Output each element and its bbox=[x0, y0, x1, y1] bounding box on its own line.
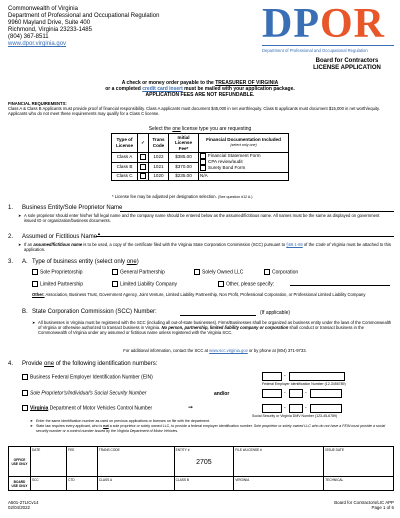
business-name-field[interactable] bbox=[120, 211, 394, 212]
office-class-b: CLASS B bbox=[174, 477, 234, 491]
fein-hint: Federal Employer Identification Number (12-3456789) bbox=[262, 382, 346, 386]
office-technical: TECHNICAL bbox=[324, 477, 394, 491]
q3a-label-b: one bbox=[126, 259, 137, 265]
dash: - bbox=[305, 405, 307, 411]
office-file-license: FILE #/LICENSE # bbox=[234, 447, 324, 477]
page-number: Page 1 of 6 bbox=[371, 505, 394, 510]
footer-left bbox=[8, 500, 39, 510]
office-ctd: CTD bbox=[67, 477, 98, 491]
q4-label-a: Provide bbox=[22, 361, 45, 367]
q3-number: 3. bbox=[8, 259, 14, 265]
ssn-box-2[interactable] bbox=[289, 389, 303, 398]
entity-limited-partnership[interactable] bbox=[32, 281, 83, 287]
dash: - bbox=[284, 390, 286, 396]
office-fee: FEE bbox=[67, 447, 98, 477]
q2-note-b: assumed/fictitious name bbox=[33, 242, 83, 247]
office-trans-code: TRANS CODE bbox=[97, 447, 174, 477]
q2-label: Assumed or Fictitious Name bbox=[22, 234, 98, 240]
q3a-label: Type of business entity (select only bbox=[32, 259, 127, 265]
entity-options bbox=[32, 269, 392, 291]
footer-right bbox=[294, 500, 394, 510]
option-label: Corporation bbox=[272, 269, 299, 276]
form-title: LICENSE APPLICATION bbox=[313, 65, 381, 71]
fee-table bbox=[111, 133, 289, 181]
office-entity bbox=[174, 447, 234, 477]
na-cell: N/A bbox=[199, 172, 289, 180]
q1-label: Business Entity/Sole Proprietor Name bbox=[22, 205, 123, 211]
caption-b: one bbox=[172, 126, 181, 132]
q3-letter-b: B. bbox=[22, 309, 28, 315]
entity-llc[interactable] bbox=[112, 281, 177, 287]
q3-letter-a: A. bbox=[22, 259, 28, 265]
q2-note: ➤ If an assumed/fictitious name is to be used, a copy of the certificate filed with the Virginia State Corporation Commission (SCC) pursuant to §59.1-69 of the Code of Virginia must be attached to this application. bbox=[18, 242, 391, 252]
th-code: Trans Code bbox=[149, 134, 169, 153]
th-type: Type of License bbox=[112, 134, 138, 153]
agency-website-link[interactable]: www.dpor.virginia.gov bbox=[8, 41, 67, 47]
financial-heading: FINANCIAL REQUIREMENTS: bbox=[8, 101, 67, 106]
dash: - bbox=[284, 373, 286, 379]
option-label: Other, please specify: bbox=[226, 281, 275, 288]
office-scc: SCC bbox=[31, 477, 67, 491]
question-2: 2. Assumed or Fictitious Name▲ bbox=[8, 231, 101, 240]
credit-card-insert-link[interactable]: credit card insert bbox=[142, 86, 183, 92]
logo-caption: Department of Professional and Occupational Regulation bbox=[262, 48, 368, 53]
q3b-label: State Corporation Commission (SCC) Number: bbox=[32, 309, 157, 315]
class-a-checkbox[interactable] bbox=[138, 152, 149, 162]
option-label: Solely Owned LLC bbox=[202, 269, 244, 276]
q2-note-a: If an bbox=[24, 242, 34, 247]
row-code: 1022 bbox=[149, 152, 169, 162]
office-row bbox=[9, 447, 394, 477]
and-or: and/or bbox=[214, 391, 230, 397]
dmv-box-1[interactable] bbox=[262, 404, 282, 413]
office-issue-date: ISSUE DATE bbox=[324, 447, 394, 477]
dmv-box-2[interactable] bbox=[289, 404, 303, 413]
option-label: Sole Proprietorship bbox=[40, 269, 83, 276]
agency-block bbox=[8, 6, 208, 48]
office-use-label: OFFICE USE ONLY bbox=[9, 447, 31, 477]
dmv-label-b: Department of Motor Vehicles Control Number bbox=[48, 405, 153, 412]
fein-label: Business Federal Employer Identification Number (EIN) bbox=[30, 374, 153, 381]
fees-not-refundable: APPLICATION FEES ARE NOT REFUNDABLE. bbox=[145, 92, 255, 98]
q4-note1: Enter the same identification number as used on previous applications or licenses on file with the department. bbox=[36, 419, 210, 423]
if-applicable: (If applicable) bbox=[260, 310, 291, 316]
entity-value: 2705 bbox=[196, 458, 212, 466]
q1-note: ➤ A sole proprietor should enter his/her full legal name and the company name should be entered below as the assumed/fictitious name. All names must be the same as displayed on government issued ID or organization/business documents. bbox=[18, 213, 380, 223]
option-label: Limited Liability Company bbox=[120, 281, 177, 288]
scc-note-c: shall conduct or transact business in the Commonwealth of Virginia under any assumed or fictitious name unless registered with the Virginia SCC. bbox=[38, 325, 364, 335]
agency-address1: 9960 Mayland Drive, Suite 400 bbox=[8, 20, 91, 26]
fin-options bbox=[199, 152, 289, 172]
caption-c: license type you are requesting bbox=[180, 126, 252, 132]
fein-box-2[interactable] bbox=[289, 372, 345, 381]
footnote-text: * License fee may be adjusted per designation selection. bbox=[112, 194, 217, 199]
scc-contact-a: For additional information, contact the SCC at bbox=[123, 348, 210, 353]
th-check: ✓ bbox=[138, 134, 149, 153]
form-heading bbox=[300, 58, 394, 72]
row-code: 1020 bbox=[149, 172, 169, 180]
entity-other[interactable] bbox=[218, 281, 274, 287]
q3a-label-c: ) bbox=[136, 259, 139, 265]
payment-instructions bbox=[30, 80, 370, 98]
q4-label-c: of the following identification numbers: bbox=[54, 361, 158, 367]
q2-note-d: of the bbox=[302, 242, 316, 247]
ssn-box-3[interactable] bbox=[310, 389, 342, 398]
entity-general-partnership[interactable] bbox=[112, 269, 165, 275]
other-entity-note bbox=[32, 292, 392, 297]
q4-note2-b: not bbox=[103, 424, 109, 429]
other-text: Association, Business Trust, Government Agency, Joint Venture, Limited Liability Partnership, Non Profit, Professional Corporation, or Professional Limited Liability Company bbox=[44, 292, 366, 297]
entity-label: ENTITY # bbox=[175, 447, 190, 452]
scc-note: ➤ All businesses in Virginia must be registered with the SCC (including all out-of-state businesses). Firms/Businesses shall be organized as business entity under the laws of the Commonwealth of Virginia or otherwise authorized to transact business in Virginia. No person, partnership, limited liability company or corporation shall conduct or transact business in the Commonwealth of Virginia under any assumed or fictitious name unless registered with the Virginia SCC. bbox=[32, 320, 392, 335]
scc-note-a: All businesses in Virginia must be registered with the SCC (including all out-of-state businesses). Firms/Businesses shall be organized as business entity under the laws of the Commonwealth of Virginia or otherwise authorized to transact business in Virginia. bbox=[38, 320, 392, 330]
th-financial-note: (select only one) bbox=[230, 143, 257, 148]
th-financial bbox=[199, 134, 289, 153]
q4-notes: ➤ Enter the same identification number as used on previous applications or licenses on file with the department. ➤ State law requires every applicant, who is not a sole proprietor or solely owned LLC, to provide a federal employer identification number. Sole proprietor or solely owned LLC who do not have a FEIN must provide a social security number or a control number issued by the Virginia Department of Motor Vehicles. bbox=[30, 419, 386, 433]
agency-address2: Richmond, Virginia 23233-1485 bbox=[8, 27, 92, 33]
scc-note-b: No person, partnership, limited liability company or corporation bbox=[161, 325, 289, 330]
row-fee: $370.00 bbox=[169, 162, 199, 172]
row-type: Class B bbox=[112, 162, 138, 172]
board-name: Board for Contractors bbox=[315, 58, 379, 64]
agency-state: Commonwealth of Virginia bbox=[8, 6, 78, 12]
scc-contact-b: or by phone at (804) 371-9733. bbox=[247, 348, 307, 353]
other-label: Other: bbox=[32, 292, 45, 297]
caption-a: Select the bbox=[148, 126, 173, 132]
table-row bbox=[112, 172, 289, 180]
q4-note2-d: Sole proprietor or solely owned LLC who do not have a FEIN must provide a social security number or a control number issued by the Virginia Department of Motor Vehicles. bbox=[36, 424, 386, 433]
scc-number-field[interactable] bbox=[180, 315, 256, 316]
form-number: A501-27LICv14 bbox=[8, 500, 39, 505]
row-code: 1021 bbox=[149, 162, 169, 172]
financial-text: Class A & Class B Applicants must provide proof of financial responsibility. Class A applicants must document $45,000 in net worth/equity. Class B applicants must document $15,000 in net worth/equity. Applicants who do not meet these requirements may qualify for a Class C license. bbox=[8, 106, 380, 116]
payment-payee: TREASURER OF VIRGINIA bbox=[215, 80, 279, 86]
option-label: Limited Partnership bbox=[40, 281, 84, 288]
arrow-icon: ➞ bbox=[188, 405, 194, 411]
question-3a bbox=[8, 259, 394, 266]
footer-board: Board for Contractors/LIC APP bbox=[334, 500, 394, 505]
ssn-box-1[interactable] bbox=[262, 389, 282, 398]
office-use-table bbox=[8, 446, 394, 491]
ssn-label: Sole Proprietor's/Individual's Social Security Number bbox=[30, 390, 147, 397]
fee-table-header bbox=[112, 134, 289, 153]
table-row bbox=[112, 152, 289, 162]
row-type: Class C bbox=[112, 172, 138, 180]
q2-note-c: is to be used, a copy of the certificate filed with the Virginia State Corporation Commission (SCC) pursuant to bbox=[82, 242, 287, 247]
question-4 bbox=[8, 361, 394, 368]
th-financial-label: Financial Documentation Included bbox=[206, 136, 281, 142]
q4-note2-c: a sole proprietor or solely owned LLC, to provide a federal employer identification number. bbox=[108, 424, 254, 429]
entity-sole-proprietorship[interactable] bbox=[32, 269, 83, 275]
th-fee: Initial License Fee* bbox=[169, 134, 199, 153]
fein-option[interactable] bbox=[22, 374, 242, 380]
fee-footnote bbox=[112, 194, 342, 200]
q4-label-b: one bbox=[44, 361, 55, 367]
q2-note-f: must be attached to this application. bbox=[24, 242, 391, 252]
office-row bbox=[9, 477, 394, 491]
q2-number: 2. bbox=[8, 234, 14, 240]
office-virginia: VIRGINIA bbox=[234, 477, 324, 491]
class-b-checkbox[interactable] bbox=[138, 162, 149, 172]
fin-option-bond[interactable] bbox=[200, 165, 287, 171]
office-class-a: CLASS A bbox=[97, 477, 174, 491]
board-use-label: BOARD USE ONLY bbox=[9, 477, 31, 491]
q4-number: 4. bbox=[8, 361, 14, 367]
agency-department: Department of Professional and Occupational Regulation bbox=[8, 13, 160, 19]
entity-solely-owned-llc[interactable] bbox=[194, 269, 243, 275]
office-date: DATE bbox=[31, 447, 67, 477]
dmv-hint: Social Security or Virginia DMV Number (123-45-6789) bbox=[252, 414, 338, 418]
fin-option-label: Financial Statement Form bbox=[208, 153, 261, 159]
payment-line1: A check or money order payable to the bbox=[121, 80, 216, 86]
dpor-logo bbox=[262, 1, 394, 54]
row-fee: $235.00 bbox=[169, 172, 199, 180]
ssn-option[interactable] bbox=[22, 390, 242, 396]
financial-requirements bbox=[8, 101, 394, 116]
payment-line2-end: must be mailed with your application package. bbox=[182, 86, 295, 92]
fin-option-label: Surety Bond Form bbox=[208, 165, 246, 171]
fee-table-caption bbox=[100, 126, 300, 132]
form-date: 02/04/2022 bbox=[8, 505, 30, 510]
dmv-option[interactable] bbox=[22, 405, 262, 411]
fin-option-label: CPA review/audit bbox=[208, 159, 243, 165]
dash: - bbox=[305, 390, 307, 396]
dmv-label-a: Virginia bbox=[30, 405, 49, 412]
dash: - bbox=[284, 405, 286, 411]
fictitious-name-field[interactable] bbox=[96, 236, 394, 237]
q2-note-e: Code of Virginia bbox=[315, 242, 346, 247]
row-type: Class A bbox=[112, 152, 138, 162]
logo-letters: DPOR bbox=[262, 1, 386, 47]
code-section-link[interactable]: §59.1-69 bbox=[286, 242, 303, 247]
option-label: General Partnership bbox=[120, 269, 165, 276]
payment-line2: or a completed bbox=[105, 86, 143, 92]
footnote-ref: (See question #12 A.) bbox=[217, 195, 253, 199]
q1-number: 1. bbox=[8, 205, 14, 211]
class-c-checkbox[interactable] bbox=[138, 172, 149, 180]
fein-box-1[interactable] bbox=[262, 372, 282, 381]
scc-contact bbox=[38, 348, 392, 353]
entity-corporation[interactable] bbox=[264, 269, 298, 275]
scc-website-link[interactable]: www.scc.virginia.gov bbox=[209, 348, 248, 353]
row-fee: $385.00 bbox=[169, 152, 199, 162]
agency-phone: (804) 367-8511 bbox=[8, 34, 49, 40]
other-entity-field[interactable] bbox=[290, 285, 390, 286]
dmv-box-3[interactable] bbox=[310, 404, 342, 413]
q1-note-text: A sole proprietor should enter his/her full legal name and the company name should be entered below as the assumed/fictitious name. All names must be the same as displayed on government issued ID or organization/business documents. bbox=[24, 213, 380, 223]
q4-note2-a: State law requires every applicant, who is bbox=[36, 424, 104, 429]
